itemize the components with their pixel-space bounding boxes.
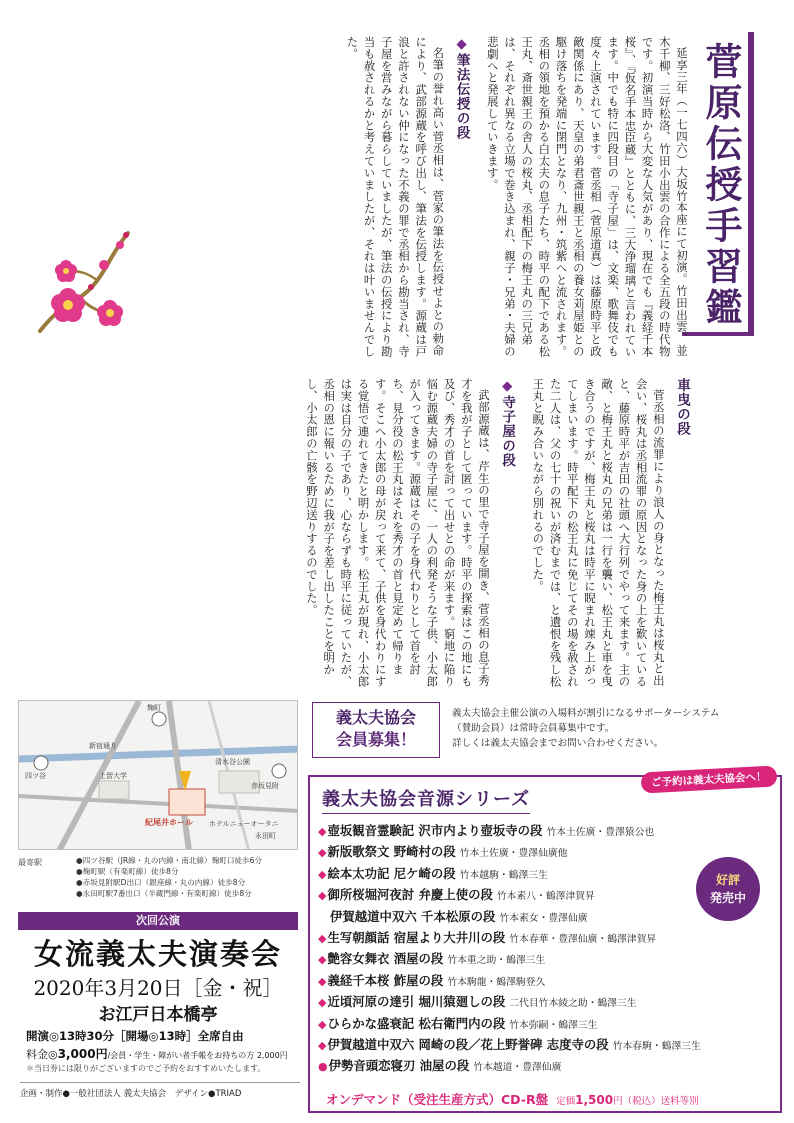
series-item-work: 近頃河原の達引 堀川猿廻しの段 xyxy=(327,994,506,1010)
series-item-work: 絵本太功記 尼ケ崎の段 xyxy=(327,865,456,881)
venue-map xyxy=(18,700,298,850)
map-label-shinjuku-dori: 新宿通り xyxy=(89,742,117,750)
series-item-work: 義経千本桜 鮓屋の段 xyxy=(327,972,444,988)
membership-line2: 会員募集！ xyxy=(335,730,416,749)
title-rule xyxy=(682,332,754,336)
series-item xyxy=(318,928,738,949)
map-label-akasakamitsuke: 赤坂見附 xyxy=(251,782,279,790)
section-heading-terakoya-text: 寺子屋の段 xyxy=(499,395,516,468)
on-sale-badge-line1: 好評 xyxy=(715,873,740,887)
price-note: /会員・学生・障がい者手帳をお持ちの方 2,000円 xyxy=(107,1051,288,1060)
price-value: 3,000円 xyxy=(57,1047,108,1061)
series-item-work: 伊賀越道中双六 岡崎の段／花上野誉碑 志度寺の段 xyxy=(327,1037,609,1053)
station-label: 最寄駅 xyxy=(18,858,42,867)
station-line: ●四ツ谷駅（JR線・丸の内線・南北線）麹町口徒歩6分 xyxy=(76,856,263,865)
diamond-icon: ◆ xyxy=(453,36,470,53)
series-title: 義太夫協会音源シリーズ xyxy=(322,785,530,814)
series-item-work: 生写朝顔話 宿屋より大井川の段 xyxy=(327,930,506,946)
series-item-work: 伊勢音頭恋寝刃 油屋の段 xyxy=(328,1058,470,1074)
series-item xyxy=(318,1056,738,1077)
on-sale-badge-line2: 発売中 xyxy=(709,891,746,905)
station-line: ●永田町駅7番出口（半蔵門線・有楽町線）徒歩8分 xyxy=(76,889,252,898)
section-text-kuruma: 菅丞相の流罪により浪人の身となった梅王丸は桜丸と出会い、桜丸は丞相流罪の原因となった身の上を歎いていると、藤原時平が吉田の社頭へ大行列でやって来ます。主の敵、と梅王丸と桜丸の兄弟は一行を襲い、松王丸と車を曳き合うのですが、梅王丸と桜丸は時平に睨まれ竦み上がってしまいます。時平配下の松王丸に免じてその場を赦された二人は、父の七十の祝いが済むまでは、と遺恨を残し松王丸と睨み合いながら別れるのでした。 xyxy=(531,378,666,688)
membership-line1: 義太夫協会 xyxy=(335,708,416,727)
series-item-performers: 竹本弥嗣・鶴澤三生 xyxy=(509,1019,598,1031)
series-item-work: ひらかな盛衰記 松右衛門内の段 xyxy=(327,1015,506,1031)
on-sale-badge xyxy=(696,857,760,921)
series-item-performers: 竹本駒龍・鶴澤駒登久 xyxy=(447,976,546,988)
section-text-fude: 名筆の誉れ高い菅丞相は、菅家の筆法を伝授せよとの勅命により、武部源蔵を呼び出し、筆法を伝授します。源蔵は戸浪と許されない仲になった不義の罪で丞相から勘当され、寺子屋を営みながら暮らしていましたが、筆法の伝授により勘当も赦されるかと考えていましたが、それは叶いませんでした。 xyxy=(345,36,446,358)
section-heading-terakoya xyxy=(498,378,515,688)
intro-paragraph: 延享三年（一七四六）大坂竹本座にて初演。竹田出雲、並木千柳、三好松洛、竹田小出雲の合作による全五段の時代物です。初演当時から大変な人気があり、現在でも『義経千本桜』、『仮名手本忠臣蔵』とともに、三大浄瑠璃と言われています。中でも特に四段目の「寺子屋」は、文楽、歌舞伎でも度々上演されています。菅丞相（菅原道真）は藤原時平と政敵関係にあり、天皇の弟君斎世親王と丞相の養女苅屋姫との駆け落ちを発端に閉門となり、九州・筑紫へと流されます。丞相の領地を預かる白太夫の息子たち、時平の配下である松王丸、斎世親王の舎人の桜丸、丞相配下の梅王丸の三兄弟は、それぞれ異なる立場で巻き込まれ、親子・兄弟・夫婦の悲劇へと発展していきます。 xyxy=(485,36,689,358)
bullet-icon: ◆ xyxy=(318,1017,327,1031)
station-line: ●赤坂見附駅D出口（銀座線・丸の内線）徒歩8分 xyxy=(76,878,246,887)
price-prefix: 定価 xyxy=(556,1096,576,1107)
map-label-yotsuya: 四ツ谷 xyxy=(25,772,46,780)
map-label-sophia: 上智大学 xyxy=(99,772,127,780)
series-item-performers: 竹本土佐廣・豊澤猿公也 xyxy=(546,827,655,838)
series-item-work: 伊賀越道中双六 千本松原の段 xyxy=(330,908,496,924)
series-item-performers: 竹本春駒・鶴澤三生 xyxy=(612,1041,701,1053)
series-item xyxy=(318,1014,738,1035)
series-item xyxy=(318,821,738,842)
top-text-block xyxy=(343,36,690,366)
price-label: 料金◎ xyxy=(26,1048,58,1061)
section-heading-kuruma-text: 車曳の段 xyxy=(674,378,690,436)
next-performance-price xyxy=(26,1045,298,1062)
main-title xyxy=(698,32,754,332)
station-line: ●麹町駅（有楽町線）徒歩8分 xyxy=(76,867,179,876)
bullet-icon: ◆ xyxy=(318,889,327,903)
bullet-icon: ◆ xyxy=(318,1039,327,1053)
series-item xyxy=(318,992,738,1013)
section-heading-kuruma xyxy=(673,378,690,688)
bottom-text-block xyxy=(303,378,690,688)
series-item xyxy=(318,864,738,885)
plum-blossom-illustration xyxy=(36,225,136,335)
section-heading-fude xyxy=(452,36,469,366)
bullet-icon: ◆ xyxy=(318,974,327,988)
series-item-performers: 竹本素女・豊澤仙廣 xyxy=(499,912,588,924)
series-item-performers: 竹本重之助・鶴澤三生 xyxy=(447,955,546,967)
next-performance-note: ＊当日券には限りがございますのでご予約をおすすめいたします。 xyxy=(26,1064,266,1073)
series-item-performers: 竹本素八・鶴澤津賀昇 xyxy=(496,891,595,903)
ondemand-price xyxy=(556,1093,699,1107)
bullet-icon: ◆ xyxy=(318,846,327,860)
station-list xyxy=(76,855,262,899)
bullet-icon: ◆ xyxy=(318,932,327,946)
series-item-work: 御所桜堀河夜討 弁慶上使の段 xyxy=(327,887,493,903)
audio-series-box xyxy=(308,770,782,1113)
series-item xyxy=(318,1035,738,1056)
map-label-nagatacho: 永田町 xyxy=(255,832,276,840)
next-performance-venue: お江戸日本橋亭 xyxy=(98,1005,218,1025)
series-list xyxy=(318,821,738,1078)
series-item-performers: 竹本越道・豊澤仙廣 xyxy=(473,1062,562,1074)
next-performance-title: 女流義太夫演奏会 xyxy=(33,937,282,971)
series-item-work: 壺坂観音霊験記 沢市内より壺坂寺の段 xyxy=(327,823,543,838)
ondemand-label: オンデマンド（受注生産方式）CD-R盤 xyxy=(326,1092,549,1107)
diamond-icon: ◆ xyxy=(499,378,516,395)
map-label-hotel: ホテルニューオータニ xyxy=(209,820,279,828)
map-label-kioi-hall: 紀尾井ホール xyxy=(145,818,193,827)
section-heading-fude-text: 筆法伝授の段 xyxy=(453,53,470,140)
map-label-shimizudani: 清水谷公園 xyxy=(215,758,250,766)
series-item-performers: 二代目竹本綾之助・鶴澤三生 xyxy=(509,998,637,1010)
series-item xyxy=(318,842,738,863)
series-item xyxy=(318,971,738,992)
bullet-icon: ◆ xyxy=(318,867,327,881)
series-item-performers: 竹本春華・豊澤仙廣・鶴澤津賀昇 xyxy=(509,934,657,946)
next-performance-time: 開演◎13時30分［開場◎13時］全席自由 xyxy=(26,1029,244,1043)
credit-line: 企画・制作●一般社団法人 義太夫協会 デザイン●TRIAD xyxy=(20,1082,300,1099)
next-performance-band: 次回公演 xyxy=(18,912,298,930)
section-text-terakoya: 武部源蔵は、芹生の里で寺子屋を開き、菅丞相の息子秀才を我が子として匿っています。時平の探索はこの地にも及び、秀才の首を討って出せとの命が来ます。窮地に陥り悩む源蔵夫婦の寺子屋に、一人の利発そうな子供、小太郎が入ってきます。源蔵はその子を身代わりとして首を討ち、見分役の松王丸はそれを秀才の首と見定めて帰ります。そこへ小太郎の母が戻って来て、子供を身代わりにする覚悟で連れてきたと明かします。松王丸が現れ、小太郎は実は自分の子であり、心ならずも時平に従っていたが、丞相の恩に報いるために我が子を差し出したことを明かし、小太郎の亡骸を野辺送りするのでした。 xyxy=(304,378,491,688)
membership-description xyxy=(452,706,776,751)
membership-desc-line: 詳しくは義太夫協会までお問い合わせください。 xyxy=(452,738,664,749)
bullet-icon: ◆ xyxy=(318,825,327,838)
ondemand-line xyxy=(326,1089,776,1108)
series-item xyxy=(318,949,738,970)
bullet-icon: ● xyxy=(318,1060,328,1074)
bullet-icon: ◆ xyxy=(318,996,327,1010)
series-item-performers: 竹本越駒・鶴澤三生 xyxy=(459,869,548,881)
map-label-kojimachi: 麹町 xyxy=(147,704,161,712)
membership-desc-line: 義太夫協会主催公演の入場料が割引になるサポーターシステム xyxy=(452,708,720,719)
series-item-performers: 竹本土佐廣・豊澤仙廣他 xyxy=(459,848,568,860)
next-performance-date: 2020年3月20日［金・祝］ xyxy=(33,976,283,1000)
price-suffix: 円（税込）送料等別 xyxy=(613,1096,699,1107)
membership-desc-line: （賛助会員）は常時会員募集中です。 xyxy=(452,723,615,734)
membership-box xyxy=(312,702,440,758)
main-title-text: 菅原伝授手習鑑 xyxy=(699,42,743,329)
bullet-icon: ◆ xyxy=(318,953,327,967)
series-reservation-badge: ご予約は義太夫協会へ！ xyxy=(640,765,776,793)
series-item-work: 新版歌祭文 野崎村の段 xyxy=(327,844,456,860)
series-item xyxy=(318,907,738,928)
price-number: 1,500 xyxy=(575,1093,614,1107)
series-item-work: 艶容女舞衣 酒屋の段 xyxy=(327,951,444,967)
series-item xyxy=(318,885,738,906)
